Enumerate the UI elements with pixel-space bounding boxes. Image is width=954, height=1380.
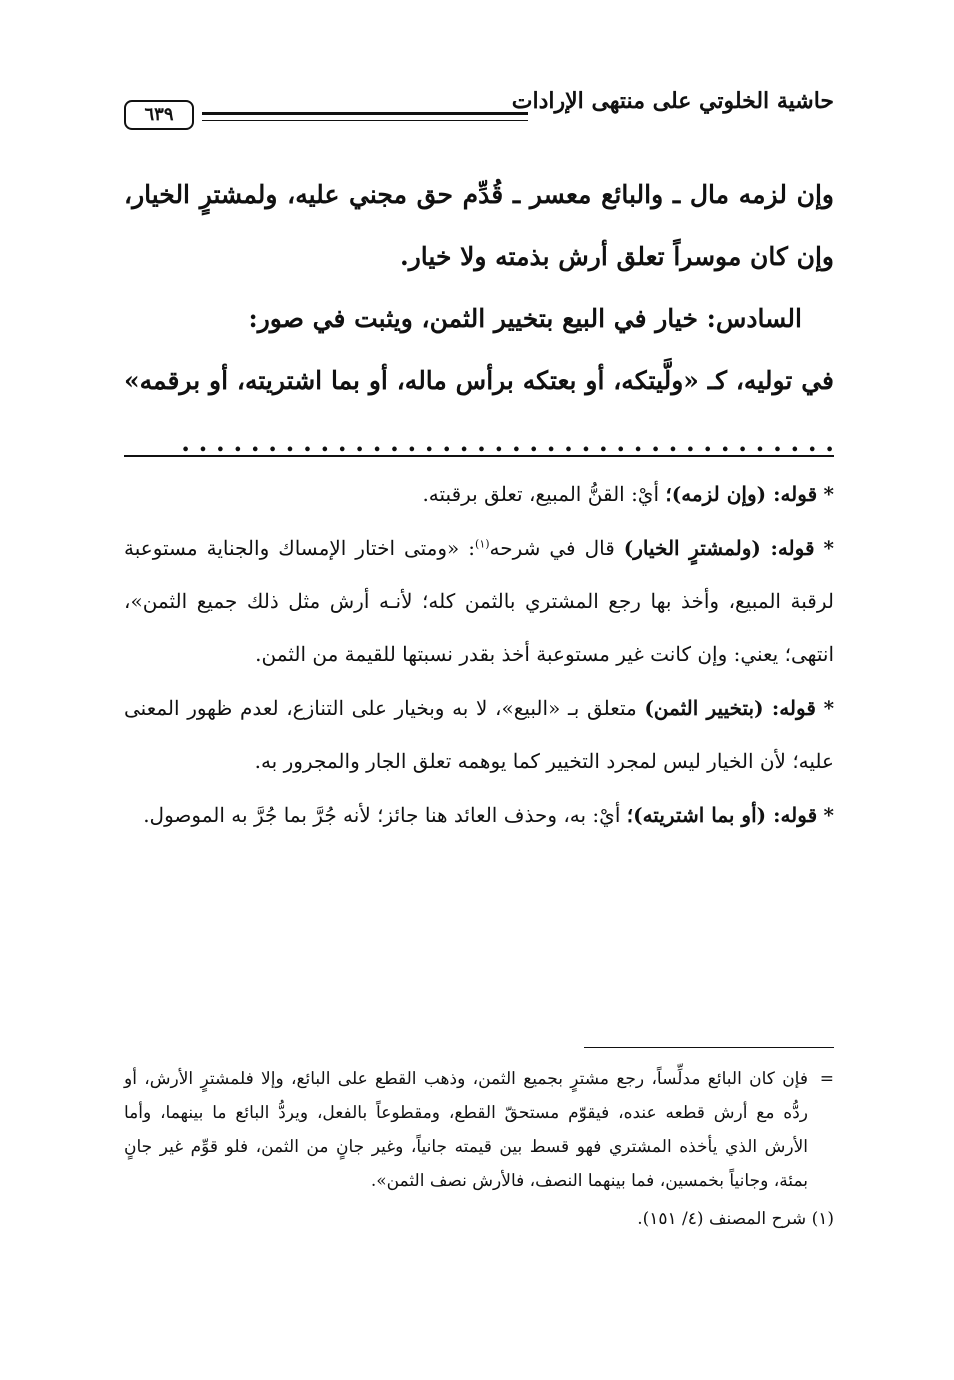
footnote-continuation [124,1062,834,1198]
main-paragraph: وإن لزمه مال ـ والبائع معسر ـ قُدِّم حق مجني عليه، ولمشترٍ الخيار، وإن كان موسراً تعلق أرش بذمته ولا خيار. [124,180,834,271]
entry-text: : «ومتى اختار الإمساك والجناية مستوعبة لرقبة المبيع، وأخذ بها رجع المشتري بالثمن كله؛ لأنـه أرش مثل ذلك جميع الثمن»، انتهى؛ يعني: وإن كانت غير مستوعبة أخذ بقدر نسبتها للقيمة من الثمن. [124,536,834,666]
entry-text: متعلق بـ «البيع»، لا به وبخيار على التنازع، لعدم ظهور المعنى عليه؛ لأن الخيار ليس لمجرد التخيير كما يوهمه تعلق الجار والمجرور به. [124,696,834,773]
commentary-entry [124,468,834,521]
entry-text: أيْ: القنُّ المبيع، تعلق برقبته. [422,482,660,506]
section-divider [124,455,834,457]
continuation-mark: = [819,1069,834,1089]
commentary-entry [124,789,834,842]
main-text [124,164,834,474]
footnote-text: شرح المصنف (٤/ ١٥١). [637,1209,807,1229]
entry-text: أيْ: به، وحذف العائد هنا جائز؛ لأنه جُرَّ بما جُرَّ به الموصول. [143,803,621,827]
page-number: ٦٣٩ [124,100,194,130]
footnotes [124,1062,834,1236]
entry-text: قال في شرحه [489,536,615,560]
entry-star-icon: * [823,803,834,827]
footnote-item [124,1202,834,1236]
entry-lemma: قوله: (أو بما اشتريته)؛ [626,803,818,827]
entry-star-icon: * [823,696,835,720]
entry-star-icon: * [823,482,834,506]
entry-lemma: قوله: (وإن لزمه)؛ [665,482,818,506]
commentary-entry [124,522,834,681]
main-paragraph: في توليه، كـ «ولَّيتكه، أو بعتكه برأس ماله، أو بما اشتريته، أو برقمه» . . . . . . . . . . . . . . . . . . . . . . . . . . . . . . . . . . . . . . [124,366,834,457]
entry-lemma: قوله: (ولمشترٍ الخيار) [623,536,815,560]
main-paragraph: السادس: خيار في البيع بتخيير الثمن، ويثبت في صور: [248,304,802,333]
running-title: حاشية الخلوتي على منتهى الإرادات [511,88,834,114]
entry-lemma: قوله: (بتخيير الثمن) [644,696,816,720]
commentary-entry [124,682,834,788]
footnote-text: فإن كان البائع مدلِّساً، رجع مشترٍ بجميع الثمن، وذهب القطع على البائع، وإلا فلمشترٍ الأرش، أو ردُّه مع أرش قطعه عنده، فيقوّم مستحقّ القطع، ومقطوعاً بالفعل، ويردُّ البائع ما بينهما، وأما الأرش الذي يأخذه المشتري فهو قسط بين قيمته جانياً، وغير جانٍ من الثمن، فلو قوِّم غير جانٍ بمئة، وجانياً بخمسين، فما بينهما النصف، فالأرش نصف الثمن». [124,1069,808,1191]
header-rule [202,112,528,121]
footnote-reference[interactable]: (١) [475,537,490,551]
footnote-number: (١) [811,1209,834,1229]
commentary [124,468,834,843]
entry-star-icon: * [823,536,834,560]
footnote-divider [584,1047,834,1048]
page-header [124,86,834,136]
